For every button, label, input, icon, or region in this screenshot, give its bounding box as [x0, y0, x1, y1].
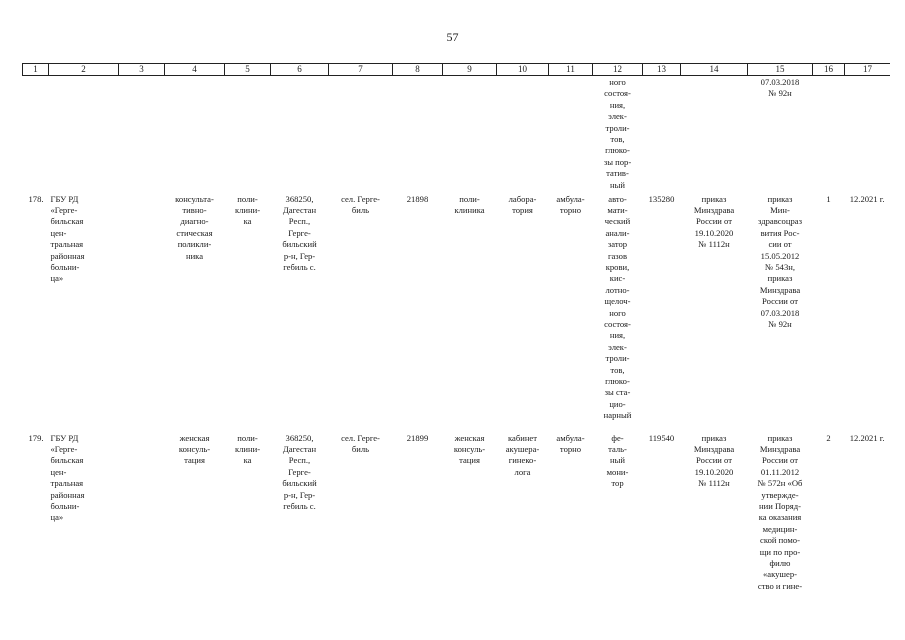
page-number: 57	[446, 30, 459, 44]
column-header: 16	[813, 64, 845, 76]
column-header: 1	[23, 64, 49, 76]
code: 21899	[406, 432, 429, 443]
department: лабора- тория	[508, 193, 537, 215]
column-header: 6	[271, 64, 329, 76]
subdivision-name: консульта- тивно- диагно- стическая поликли- ника	[175, 193, 214, 261]
column-header: 10	[497, 64, 549, 76]
settlement: сел. Герге- биль	[341, 432, 380, 454]
table-row	[23, 433, 891, 633]
subdivision-type: поли- клини- ка	[234, 193, 261, 227]
delivery-date: 12.2021 г.	[849, 432, 885, 443]
equipment-name: фе- таль- ный мони- тор	[606, 432, 629, 489]
column-number-header-row	[23, 64, 891, 76]
procurement-order: приказ Минздрава России от 19.10.2020 № 1112н	[693, 193, 735, 250]
column-header: 17	[845, 64, 891, 76]
care-form: амбула- торно	[556, 193, 585, 215]
continuation-row	[23, 76, 891, 194]
column-header: 8	[393, 64, 443, 76]
column-header: 12	[593, 64, 643, 76]
equipment-registry-table	[22, 63, 890, 633]
standard-order-continued: 07.03.2018 № 92н	[760, 77, 800, 99]
column-header: 4	[165, 64, 225, 76]
equipment-code: 135280	[648, 193, 675, 204]
row-number: 178.	[28, 193, 44, 204]
quantity: 2	[826, 432, 831, 443]
table-row	[23, 194, 891, 433]
subdivision-type: поли- клини- ка	[234, 432, 261, 466]
settlement: сел. Герге- биль	[341, 193, 380, 215]
address: 368250, Дагестан Респ., Герге- бильский р-н, Гер- гебиль с.	[282, 432, 317, 511]
column-header: 7	[329, 64, 393, 76]
registry-table-container	[22, 63, 890, 640]
care-form: амбула- торно	[556, 432, 585, 454]
equipment-code: 119540	[648, 432, 675, 443]
organization-name: ГБУ РД «Герге- бильская цен- тральная районная больни- ца»	[50, 432, 85, 523]
equipment-name-continued: ного состоя- ния, элек- троли- тов, глюко- зы пор- татив- ный	[603, 77, 632, 190]
code: 21898	[406, 193, 429, 204]
column-header: 9	[443, 64, 497, 76]
address: 368250, Дагестан Респ., Герге- бильский р-н, Гер- гебиль с.	[282, 193, 317, 272]
quantity: 1	[826, 193, 831, 204]
column-header: 3	[119, 64, 165, 76]
column-header: 11	[549, 64, 593, 76]
procurement-order: приказ Минздрава России от 19.10.2020 № 1112н	[693, 432, 735, 489]
row-number: 179.	[28, 432, 44, 443]
unit-type: женская консуль- тация	[453, 432, 486, 466]
standard-order: приказ Мин- здравсоцраз вития Рос- сии от 15.05.2012 № 543н, приказ Минздрава России от 07.03.2018 № 92н	[758, 193, 802, 329]
department: кабинет акушера- гинеко- лога	[505, 432, 540, 477]
column-header: 15	[748, 64, 813, 76]
unit-type: поли- клиника	[454, 193, 485, 215]
subdivision-name: женская консуль- тация	[178, 432, 211, 466]
delivery-date: 12.2021 г.	[849, 193, 885, 204]
column-header: 14	[681, 64, 748, 76]
column-header: 2	[49, 64, 119, 76]
column-header: 13	[643, 64, 681, 76]
equipment-name: авто- мати- ческий анали- затор газов крови, кис- лотно- щелоч- ного состоя- ния, элек- троли- тов, глюко- зы ста- цио- нарный	[603, 193, 632, 421]
organization-name: ГБУ РД «Герге- бильская цен- тральная районная больни- ца»	[50, 193, 85, 284]
standard-order: приказ Минздрава России от 01.11.2012 № 572н «Об утвержде- нии Поряд- ка оказания медицин- ской помо- щи по про- филю «акушер- ство и гине-	[757, 432, 803, 591]
column-header: 5	[225, 64, 271, 76]
